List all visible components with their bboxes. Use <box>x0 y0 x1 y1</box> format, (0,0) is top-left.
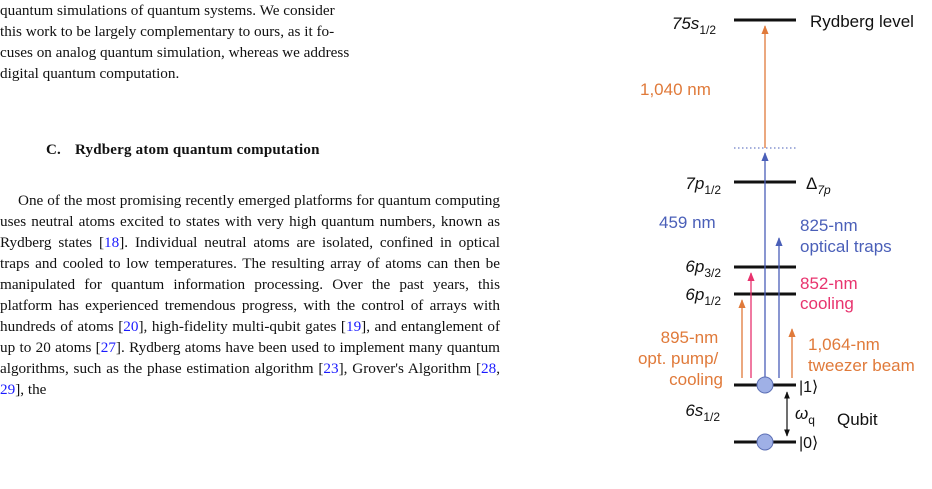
1064nm-tweezer-label: 1,064-nm tweezer beam <box>808 335 915 375</box>
citation-link[interactable]: 18 <box>104 234 120 251</box>
label-6p12: $6p_{1/2}$ <box>685 285 721 308</box>
energy-level-diagram <box>560 0 932 489</box>
citation-link[interactable]: 23 <box>323 360 339 377</box>
body-text-segment: . Rydberg atoms have been used to implement many quantum algorithms, such as the phase estimation algorithm <box>0 339 500 377</box>
body-text-segment: , Grover's Algorithm <box>343 360 476 377</box>
section-title: Rydberg atom quantum computation <box>74 142 320 158</box>
ket0-label: |0⟩ <box>799 435 819 452</box>
citation-link[interactable]: 19 <box>345 318 362 335</box>
section-number: C. <box>46 142 61 158</box>
intro-line: this work to be largely complementary to ours, as it fo- <box>0 23 335 40</box>
825nm-traps-label: 825-nm optical traps <box>800 216 892 256</box>
qubit-label: Qubit <box>837 410 878 429</box>
body-text-segment: , and entanglement of up to 20 atoms <box>0 318 500 356</box>
1040nm-label: 1,040 nm <box>640 80 711 99</box>
895nm-pump-label: 895-nm opt. pump/ cooling <box>637 328 723 389</box>
body-text-segment: , high-fidelity multi-qubit gates <box>143 318 341 335</box>
body-text-segment: One of the most promising recently emerged platforms for quantum computing uses neutral atoms excited to states with very high quantum numbers, known as Rydberg states <box>0 192 500 251</box>
body-text-segment: . Individual neutral atoms are isolated, confined in optical traps and cooled to low temperatures. The resulting array of atoms can then be manipulated for quantum information processing. Over the past years, this platform has experienced tremendous progress, with the control of arrays with hundreds of atoms <box>0 234 500 335</box>
intro-paragraph <box>0 0 500 84</box>
citation-link[interactable]: 27 <box>100 339 116 356</box>
label-75s: $75s_{1/2}$ <box>671 14 716 37</box>
section-heading <box>46 140 320 161</box>
459nm-label: 459 nm <box>659 213 716 232</box>
energy-level-svg <box>560 0 932 489</box>
body-paragraph: One of the most promising recently emerged platforms for quantum computing uses neutral atoms excited to states with very high quantum numbers, known as Rydberg states [18]. Individual neutral atoms are isolated, confined in optical traps and cooled to low temperatures. The resulting array of atoms can then be manipulated for quantum information processing. Over the past years, this platform has experienced tremendous progress, with the control of arrays with hundreds of atoms [20], high-fidelity multi-qubit gates [19], and entanglement of up to 20 atoms [27]. Rydberg atoms have been used to implement many quantum algorithms, such as the phase estimation algorithm [23], Grover's Algorithm [28, 29], the <box>0 192 500 398</box>
rydberg-level-label: Rydberg level <box>810 12 914 31</box>
intro-line: digital quantum computation. <box>0 65 180 82</box>
omega-q-label: $\omega_q$ <box>795 404 815 427</box>
citation-link[interactable]: 28 <box>481 360 497 377</box>
intro-line: quantum simulations of quantum systems. We consider <box>0 2 335 19</box>
852nm-cooling-label: 852-nm cooling <box>800 274 858 313</box>
label-6s: $6s_{1/2}$ <box>685 401 720 424</box>
citation-link[interactable]: 29 <box>0 381 16 398</box>
citation-link[interactable]: 20 <box>123 318 139 335</box>
intro-line: cuses on analog quantum simulation, whereas we address <box>0 44 350 61</box>
label-7p: $7p_{1/2}$ <box>685 174 721 197</box>
label-6p32: $6p_{3/2}$ <box>685 257 721 280</box>
atom-ket0 <box>757 434 773 450</box>
body-text-segment: , the <box>20 381 47 398</box>
delta-7p-label: $\Delta_{7p}$ <box>806 174 831 197</box>
ket1-label: |1⟩ <box>799 379 819 396</box>
atom-ket1 <box>757 377 773 393</box>
